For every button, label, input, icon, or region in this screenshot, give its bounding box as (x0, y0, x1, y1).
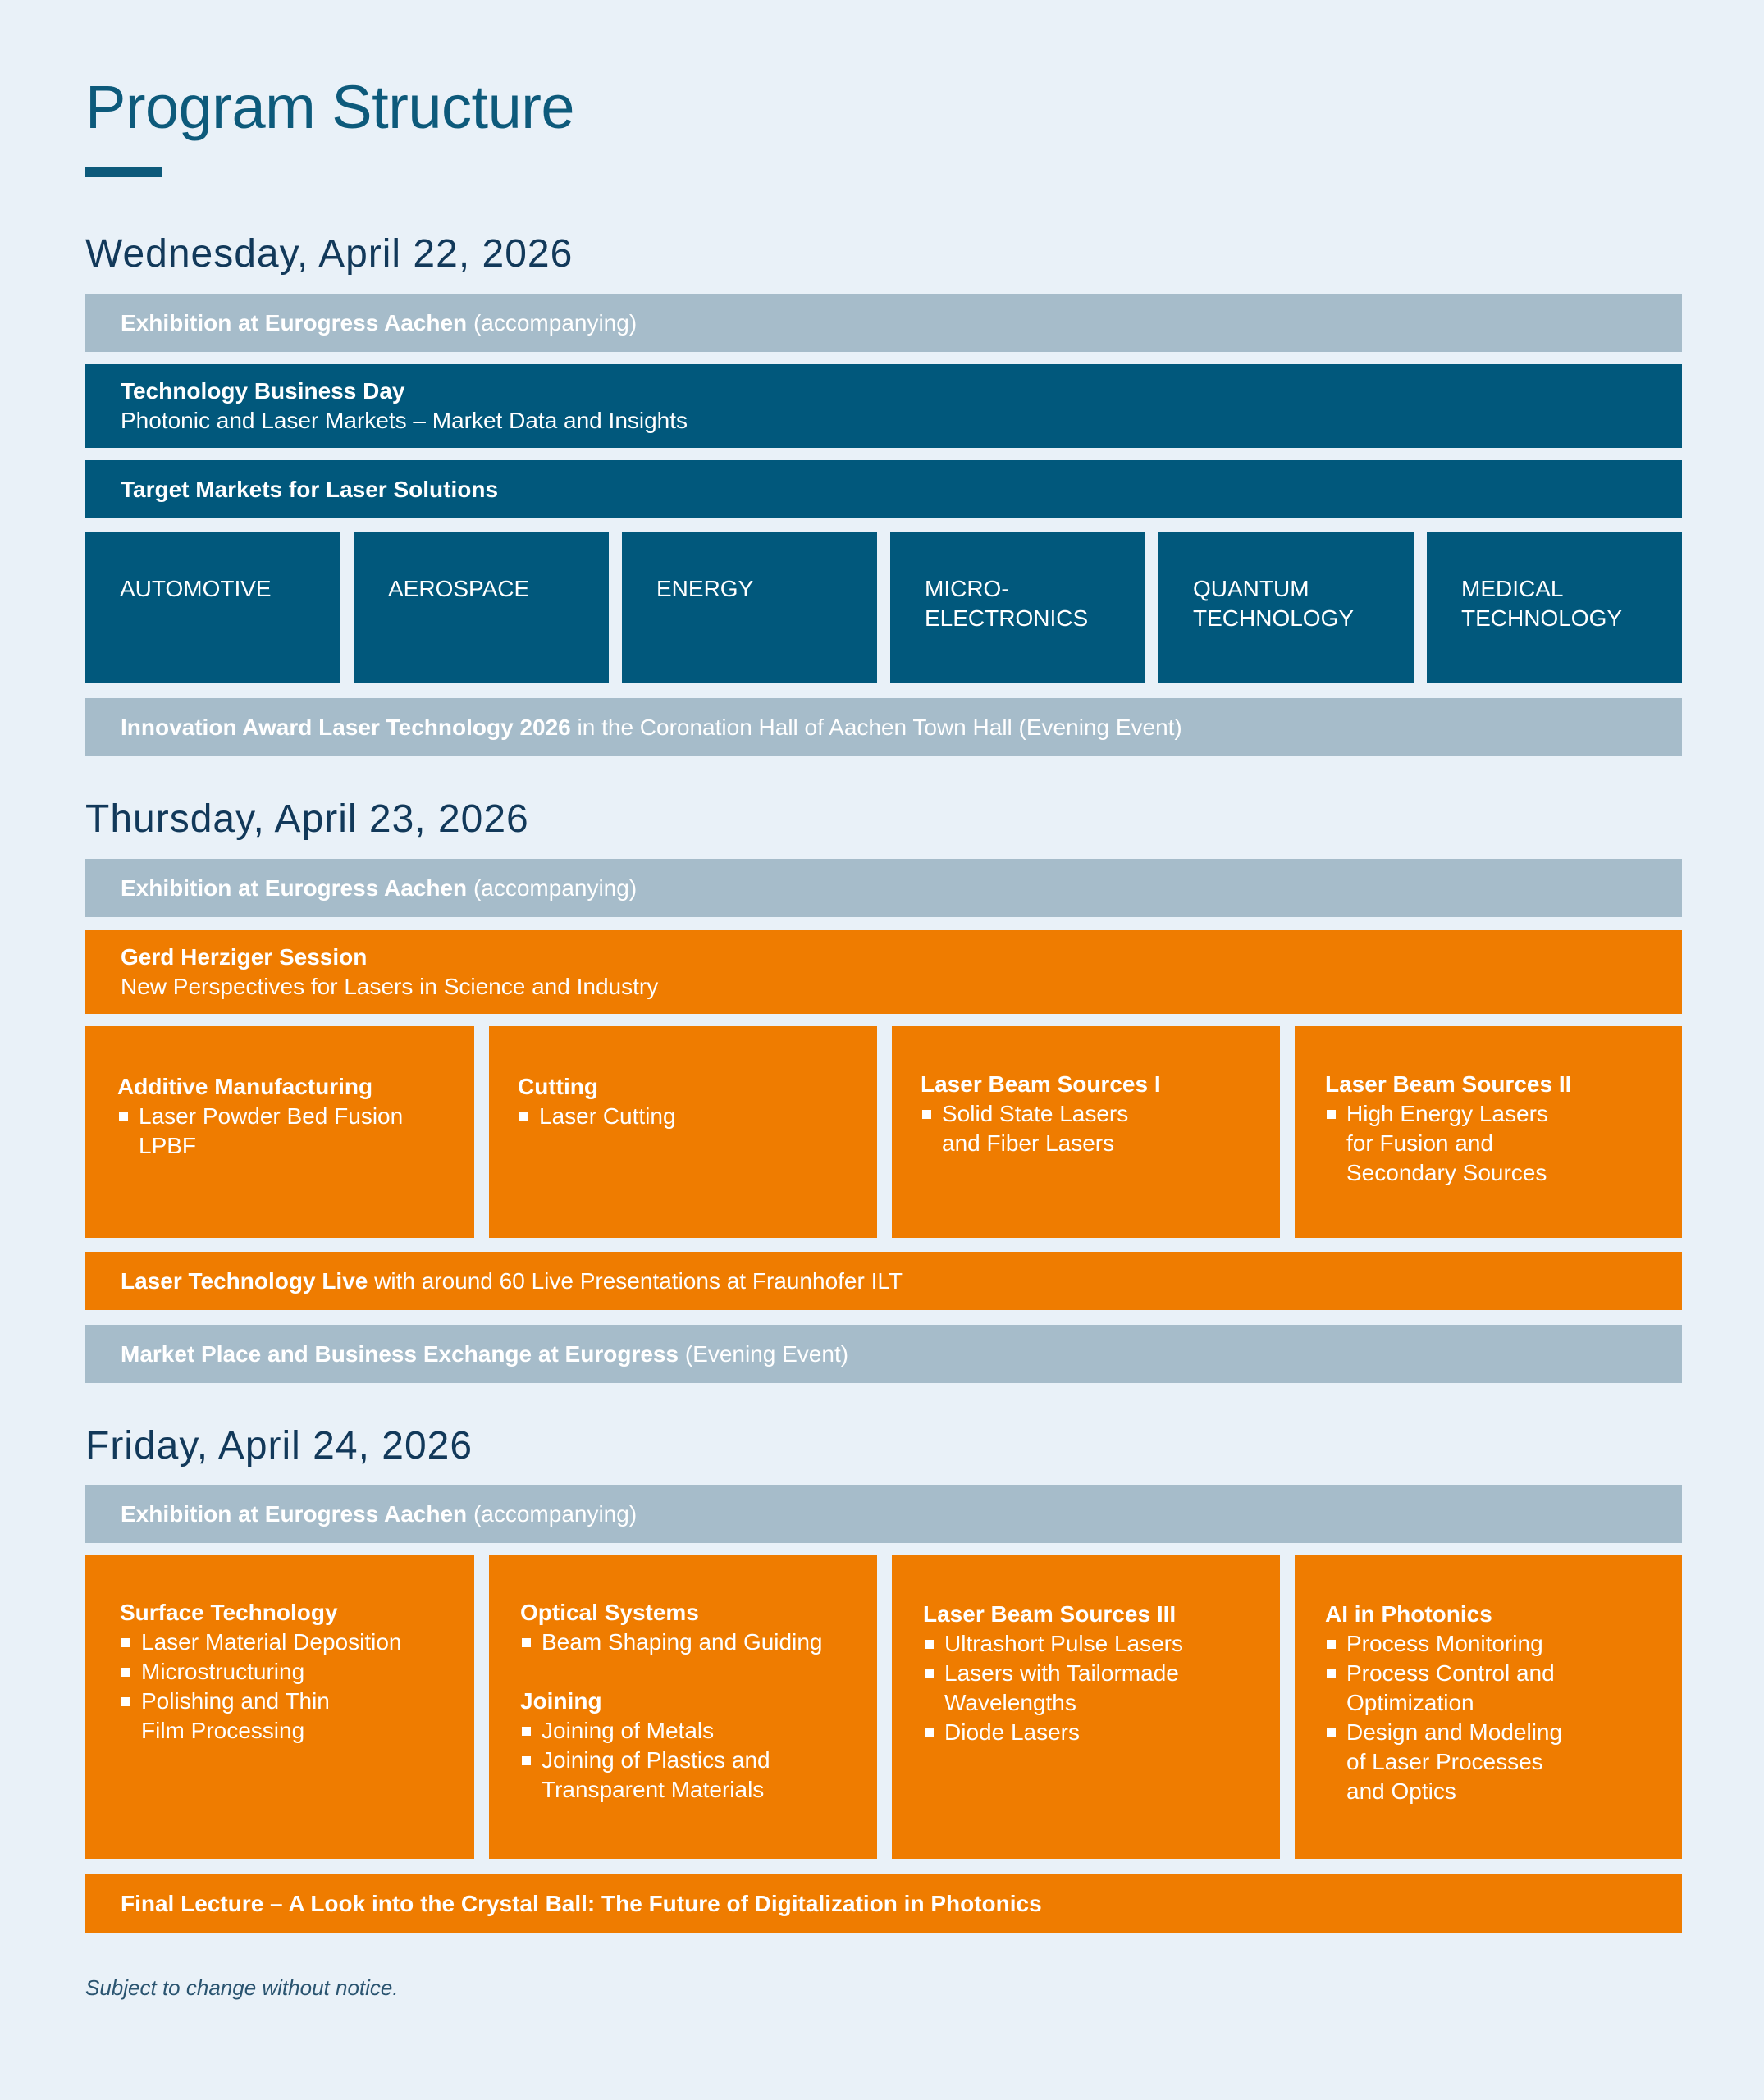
session-topic: Design and Modeling (1325, 1718, 1670, 1747)
session-title: Laser Beam Sources I (921, 1071, 1161, 1097)
market-place-bar (85, 1325, 1682, 1383)
final-lecture-bar (85, 1874, 1682, 1933)
session-laser-beam-sources-1 (892, 1026, 1280, 1238)
session-topic: Laser Cutting (518, 1102, 866, 1131)
session-topic: Lasers with Tailormade (923, 1659, 1268, 1688)
session-laser-beam-sources-2 (1295, 1026, 1682, 1238)
business-day-subtitle: Photonic and Laser Markets – Market Data and Insights (121, 408, 688, 433)
innovation-award-bar (85, 698, 1682, 756)
session-topic-continued: Film Processing (141, 1718, 305, 1743)
session-topic-continued: of Laser Processes (1346, 1749, 1543, 1774)
thu-exhibition-title: Exhibition at Eurogress Aachen (121, 874, 468, 901)
market-tile-microelectronics (890, 532, 1145, 683)
herziger-session-bar (85, 930, 1682, 1014)
live-title: Laser Technology Live (121, 1267, 368, 1294)
herziger-session-subtitle: New Perspectives for Lasers in Science and Industry (121, 974, 659, 999)
thursday-heading: Thursday, April 23, 2026 (85, 797, 529, 841)
session-topic: Microstructuring (120, 1657, 463, 1687)
thu-exhibition-bar (85, 859, 1682, 917)
session-topic: Polishing and Thin (120, 1687, 463, 1716)
market-tile-automotive (85, 532, 340, 683)
session-topic-continued: and Fiber Lasers (942, 1130, 1115, 1156)
herziger-session-title: Gerd Herziger Session (121, 944, 368, 970)
session-topic: High Energy Lasers (1325, 1099, 1670, 1129)
wed-exhibition-bar (85, 294, 1682, 352)
business-day-title: Technology Business Day (121, 378, 405, 404)
session-topic: Process Control and (1325, 1659, 1670, 1688)
market-tile-energy (622, 532, 877, 683)
market-place-title: Market Place and Business Exchange at Eurogress (121, 1340, 679, 1367)
market-label: MICRO- (925, 576, 1009, 601)
session-additive-manufacturing (85, 1026, 474, 1238)
session-topic-continued: and Optics (1346, 1778, 1456, 1804)
session-topic: Laser Powder Bed Fusion (117, 1102, 463, 1131)
thu-exhibition-note: (accompanying) (467, 874, 638, 901)
session-topic: Laser Material Deposition (120, 1628, 463, 1657)
market-label: AEROSPACE (388, 576, 530, 601)
session-title: Laser Beam Sources II (1325, 1071, 1572, 1097)
target-markets-bar (85, 460, 1682, 518)
market-tile-quantum (1158, 532, 1414, 683)
session-topic: Process Monitoring (1325, 1629, 1670, 1659)
market-label: QUANTUM (1193, 576, 1309, 601)
market-label: ENERGY (656, 576, 754, 601)
market-label: TECHNOLOGY (1193, 605, 1355, 631)
laser-technology-live-bar (85, 1252, 1682, 1310)
target-markets-title: Target Markets for Laser Solutions (121, 476, 499, 502)
session-topic-continued: Optimization (1346, 1690, 1474, 1715)
innovation-award-note: in the Coronation Hall of Aachen Town Hall (Evening Event) (570, 714, 1182, 740)
footnote: Subject to change without notice. (85, 1975, 399, 2000)
session-title-joining: Joining (520, 1688, 602, 1714)
market-place-note: (Evening Event) (679, 1340, 849, 1367)
title-underline (85, 167, 162, 177)
market-label: TECHNOLOGY (1461, 605, 1623, 631)
session-title: Surface Technology (120, 1600, 338, 1625)
final-lecture-title: Final Lecture – A Look into the Crystal Ball: The Future of Digitalization in Photonics (121, 1890, 1042, 1916)
market-label: MEDICAL (1461, 576, 1564, 601)
session-topic-continued: Wavelengths (944, 1690, 1076, 1715)
session-title: Laser Beam Sources III (923, 1601, 1177, 1627)
session-topic: Joining of Plastics and (520, 1746, 866, 1775)
wed-exhibition-note: (accompanying) (467, 309, 638, 336)
session-cutting (489, 1026, 877, 1238)
session-topic-continued: for Fusion and (1346, 1130, 1493, 1156)
session-title: Cutting (518, 1074, 598, 1099)
wednesday-heading: Wednesday, April 22, 2026 (85, 232, 574, 276)
market-tile-aerospace (354, 532, 609, 683)
market-label: AUTOMOTIVE (120, 576, 272, 601)
friday-heading: Friday, April 24, 2026 (85, 1424, 473, 1468)
session-topic: Ultrashort Pulse Lasers (923, 1629, 1268, 1659)
live-note: with around 60 Live Presentations at Fraunhofer ILT (368, 1267, 903, 1294)
wed-exhibition-title: Exhibition at Eurogress Aachen (121, 309, 468, 336)
fri-exhibition-title: Exhibition at Eurogress Aachen (121, 1500, 468, 1527)
session-topic-continued: LPBF (139, 1133, 197, 1158)
session-title: Optical Systems (520, 1600, 699, 1625)
session-topic: Beam Shaping and Guiding (520, 1628, 866, 1657)
market-tile-medical (1427, 532, 1682, 683)
page-title: Program Structure (85, 73, 575, 141)
fri-exhibition-note: (accompanying) (467, 1500, 638, 1527)
fri-exhibition-bar (85, 1485, 1682, 1543)
session-topic-continued: Secondary Sources (1346, 1160, 1547, 1185)
session-topic: Diode Lasers (923, 1718, 1268, 1747)
session-optical-systems-joining (489, 1555, 877, 1859)
session-title: AI in Photonics (1325, 1601, 1492, 1627)
session-topic: Solid State Lasers (921, 1099, 1268, 1129)
session-title: Additive Manufacturing (117, 1074, 373, 1099)
session-laser-beam-sources-3 (892, 1555, 1280, 1859)
session-ai-in-photonics (1295, 1555, 1682, 1859)
session-topic-continued: Transparent Materials (542, 1777, 765, 1802)
session-topic: Joining of Metals (520, 1716, 866, 1746)
innovation-award-title: Innovation Award Laser Technology 2026 (121, 714, 571, 740)
business-day-bar (85, 364, 1682, 448)
market-label: ELECTRONICS (925, 605, 1089, 631)
session-surface-technology (85, 1555, 474, 1859)
